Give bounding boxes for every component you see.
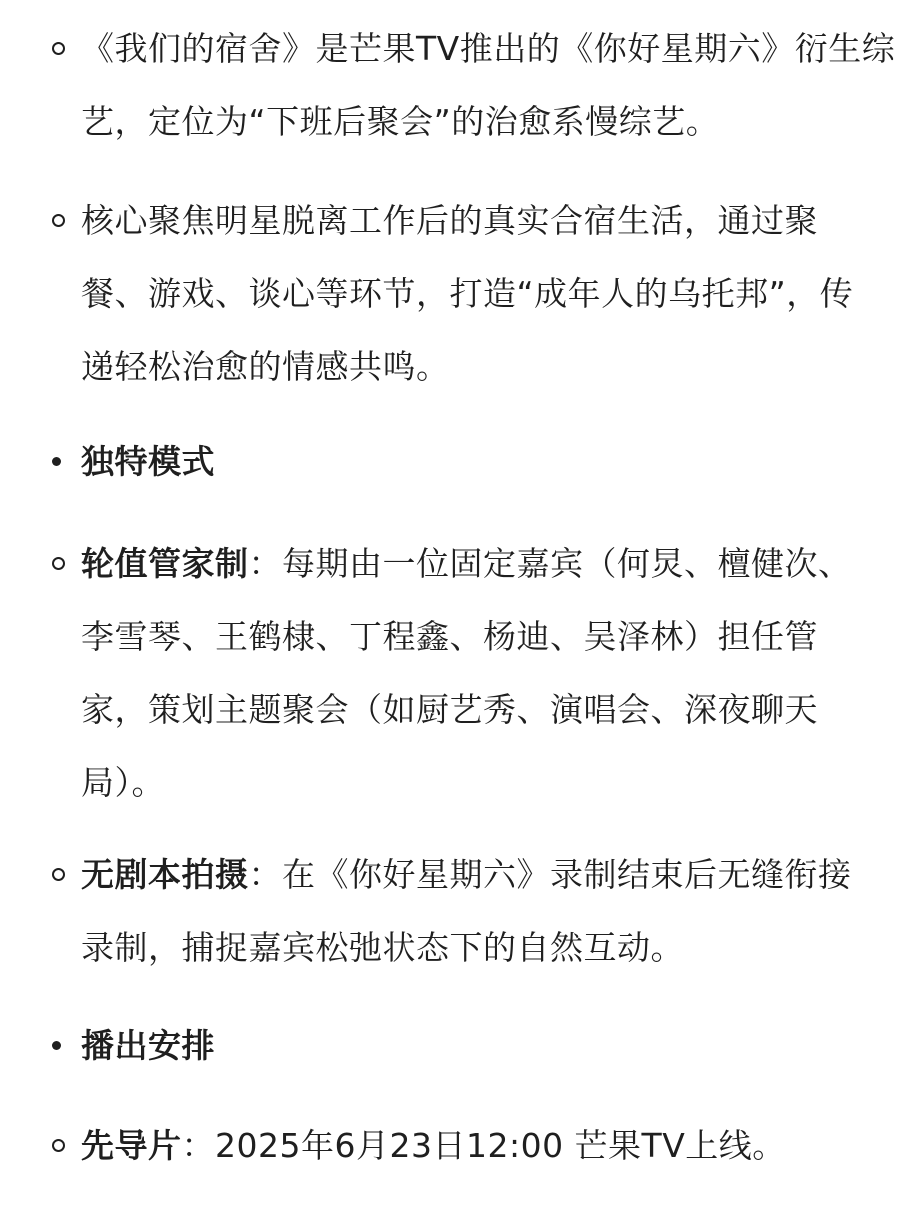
list-item-text [81, 1109, 881, 1182]
section-heading [81, 1009, 896, 1082]
list-item-label: 轮值管家制 [81, 544, 249, 583]
section-heading-text: 独特模式 [81, 442, 215, 481]
list-item-body: 核心聚焦明星脱离工作后的真实合宿生活，通过聚餐、游戏、谈心等环节，打造“成年人的乌托邦”，传递轻松治愈的情感共鸣。 [81, 201, 854, 386]
list-item-body: ：在《你好星期六》录制结束后无缝衔接录制，捕捉嘉宾松弛状态下的自然互动。 [81, 855, 852, 967]
hollow-bullet-icon [52, 42, 65, 55]
list-item-text [81, 184, 881, 403]
list-item-text [81, 527, 881, 819]
list-item-body: ：2025年6月23日12:00 芒果TV上线。 [181, 1126, 786, 1165]
hollow-bullet-icon [52, 868, 65, 881]
solid-bullet-icon [52, 457, 61, 466]
list-item-label: 先导片 [81, 1126, 182, 1165]
hollow-bullet-icon [52, 1139, 65, 1152]
list-item-text [81, 12, 901, 158]
section-heading-text: 播出安排 [81, 1026, 215, 1065]
list-item-body: 《我们的宿舍》是芒果TV推出的《你好星期六》衍生综艺，定位为“下班后聚会”的治愈系慢综艺。 [81, 29, 896, 141]
solid-bullet-icon [52, 1041, 61, 1050]
hollow-bullet-icon [52, 557, 65, 570]
list-item-body: ：每期由一位固定嘉宾（何炅、檀健次、李雪琴、王鹤棣、丁程鑫、杨迪、吴泽林）担任管家，策划主题聚会（如厨艺秀、演唱会、深夜聊天局）。 [81, 544, 852, 802]
hollow-bullet-icon [52, 214, 65, 227]
section-heading [81, 425, 896, 498]
list-item-label: 无剧本拍摄 [81, 855, 249, 894]
list-item-text [81, 838, 881, 984]
